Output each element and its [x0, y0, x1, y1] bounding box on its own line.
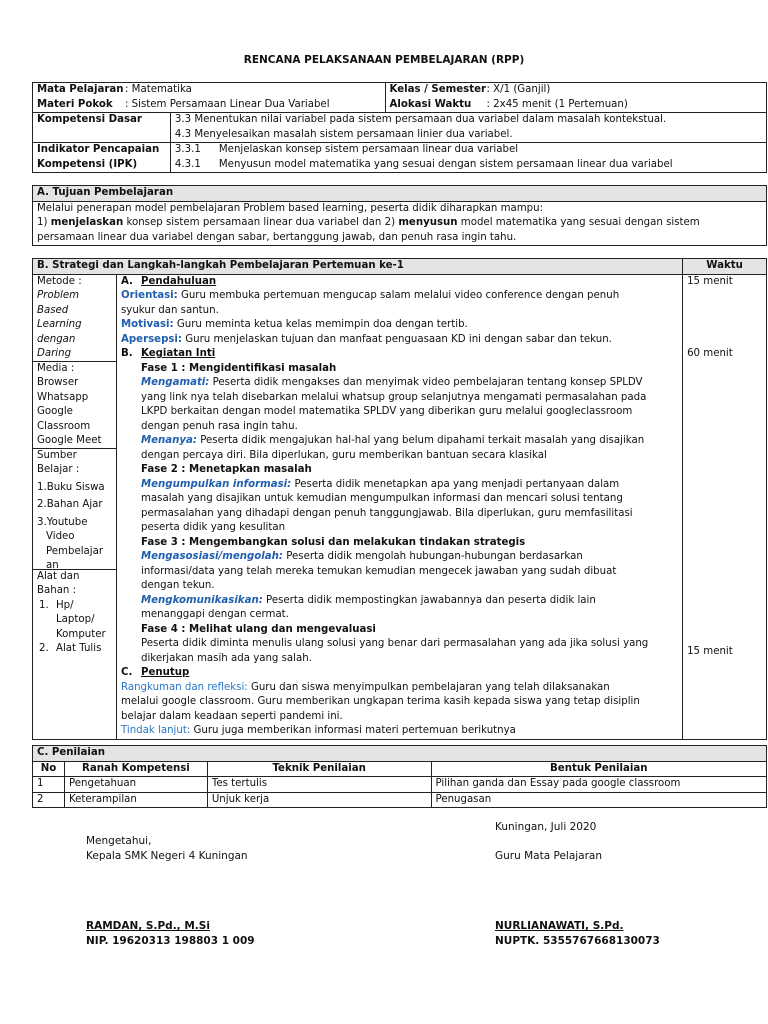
fase-1: Fase 1 : Mengidentifikasi masalah: [140, 362, 337, 374]
mengasosiasi-cont: dengan tekun.: [140, 580, 215, 591]
media-line: Whatsapp: [37, 391, 89, 403]
kepala-title: Kepala SMK Negeri 4 Kuningan: [86, 850, 248, 862]
alokasi-value: : 2x45 menit (1 Pertemuan): [486, 98, 628, 110]
tujuan-heading: A. Tujuan Pembelajaran: [33, 186, 767, 202]
col-bentuk: Bentuk Penilaian: [431, 761, 766, 777]
materi-label: Materi Pokok: [37, 98, 113, 110]
fase-4-text: Peserta didik diminta menulis ulang solusi yang benar dari permasalahan yang ada jika solusi yang: [140, 638, 649, 649]
rangkuman: Rangkuman dan refleksi: Guru dan siswa menyimpulkan pembelajaran yang telah dilaksanakan: [120, 681, 610, 693]
orientasi-cont: syukur dan santun.: [120, 304, 219, 316]
tujuan-content: [33, 201, 767, 246]
rangkuman-cont: belajar dalam keadaan seperti pandemi ini.: [120, 710, 343, 722]
kd-row: [33, 113, 767, 143]
media-line: Classroom: [37, 420, 91, 432]
mengumpulkan: Mengumpulkan informasi: Peserta didik menetapkan apa yang menjadi pertanyaan dalam: [140, 478, 620, 490]
kepala-name: RAMDAN, S.Pd., M.Si: [86, 920, 210, 932]
media-block: [33, 362, 116, 449]
mengamati-cont: yang link nya telah disebarkan melalui whatsup group selanjutnya mengamati permasalahan pada: [140, 391, 647, 403]
mengumpulkan-cont: permasalahan yang dihadapi dengan penuh tanggungjawab. Bila diperlukan, guru memfasilitasi: [140, 507, 633, 519]
tujuan-line-2: [37, 216, 762, 231]
strategi-table: [32, 258, 767, 740]
cell-bentuk: Penugasan: [431, 792, 766, 808]
alat-sub: Laptop/: [56, 614, 95, 625]
mengamati-cont: dengan penuh rasa ingin tahu.: [140, 420, 298, 432]
metode-line: Learning: [37, 319, 82, 330]
alat-label-2: Bahan :: [37, 585, 77, 596]
ipk-label-line-2: Kompetensi (IPK): [37, 158, 138, 170]
cell-no: 1: [33, 777, 65, 793]
table-row: [33, 792, 767, 808]
fase-3: Fase 3 : Mengembangkan solusi dan melakukan tindakan strategis: [140, 536, 526, 548]
media-line: Google Meet: [37, 435, 102, 446]
metode-lines: [37, 289, 112, 362]
alokasi-label: Alokasi Waktu: [389, 98, 472, 110]
media-line: Google: [37, 406, 73, 417]
side-column: [33, 274, 117, 739]
guru-title: Guru Mata Pelajaran: [495, 850, 603, 862]
sumber-sub: an: [46, 560, 59, 571]
mengamati: Mengamati: Peserta didik mengakses dan menyimak video pembelajaran tentang konsep SPLDV: [140, 377, 643, 388]
cell-no: 2: [33, 792, 65, 808]
mengkomunikasikan-cont: menanggapi dengan cermat.: [140, 609, 289, 620]
waktu-heading: Waktu: [683, 259, 767, 275]
section-a-heading: A. Pendahuluan: [120, 275, 217, 287]
tujuan-p2: konsep sistem persamaan linear dua variabel dan 2): [123, 217, 399, 228]
mapel-materi-cell: [33, 83, 386, 113]
penilaian-heading: C. Penilaian: [33, 746, 767, 762]
section-c-heading: C. Penutup: [120, 667, 190, 678]
cell-teknik: Unjuk kerja: [207, 792, 431, 808]
tujuan-line-1: Melalui penerapan model pembelajaran Problem based learning, peserta didik diharapkan mampu:: [37, 202, 544, 214]
metode-block: [33, 275, 116, 362]
tujuan-line-3: persamaan linear dua variabel dengan sabar, bertanggung jawab, dan penuh rasa ingin tahu.: [37, 231, 517, 243]
sumber-label-1: Sumber: [37, 449, 77, 461]
ipk-row: [33, 143, 767, 173]
alat-block: [33, 570, 116, 657]
cell-bentuk: Pilihan ganda dan Essay pada google classroom: [431, 777, 766, 793]
cell-teknik: Tes tertulis: [207, 777, 431, 793]
table-row: [33, 777, 767, 793]
guru-nuptk: NUPTK. 5355767668130073: [495, 935, 660, 947]
waktu-inti: 60 menit: [687, 347, 733, 359]
metode-line: Problem: [37, 290, 80, 301]
kd-content: [170, 113, 766, 143]
mengasosiasi: Mengasosiasi/mengolah: Peserta didik mengolah hubungan-hubungan berdasarkan: [140, 551, 583, 562]
metode-line: Daring: [37, 348, 72, 359]
tujuan-p1: 1): [37, 217, 51, 228]
col-ranah: Ranah Kompetensi: [64, 761, 207, 777]
mengumpulkan-cont: masalah yang disajikan untuk kemudian mengumpulkan informasi dan mencari solusi tentang: [140, 493, 623, 504]
ipk-1-no: 3.3.1: [174, 144, 201, 155]
ipk-content: [170, 143, 766, 173]
mengumpulkan-cont: peserta didik yang kesulitan: [140, 522, 286, 533]
motivasi: Motivasi: Guru meminta ketua kelas memimpin doa dengan tertib.: [120, 319, 468, 330]
kelas-alokasi-cell: [385, 83, 766, 113]
mengkomunikasikan: Mengkomunikasikan: Peserta didik mempostingkan jawabannya dan peserta didik lain: [140, 594, 596, 606]
ipk-label: [33, 143, 171, 173]
kd-item-1: 3.3 Menentukan nilai variabel pada sistem persamaan dua variabel dalam masalah kontekstual.: [174, 114, 667, 125]
cell-ranah: Pengetahuan: [64, 777, 207, 793]
tujuan-table: [32, 185, 767, 246]
waktu-column: [683, 274, 767, 739]
col-teknik: Teknik Penilaian: [207, 761, 431, 777]
metode-line: dengan: [37, 333, 76, 345]
sumber-item: 3.Youtube: [37, 516, 88, 528]
waktu-pendahuluan: 15 menit: [687, 275, 733, 287]
materi-value: : Sistem Persamaan Linear Dua Variabel: [125, 98, 330, 110]
rangkuman-cont: melalui google classroom. Guru memberikan ungkapan terima kasih kepada siswa yang tetap disiplin: [120, 696, 640, 707]
langkah-column: [116, 274, 682, 739]
place-date: Kuningan, Juli 2020: [495, 821, 597, 833]
tujuan-w2: menyusun: [398, 217, 458, 228]
cell-ranah: Keterampilan: [64, 792, 207, 808]
media-line: Browser: [37, 377, 79, 388]
fase-2: Fase 2 : Menetapkan masalah: [140, 464, 312, 475]
fase-4: Fase 4 : Melihat ulang dan mengevaluasi: [140, 623, 376, 635]
tujuan-w1: menjelaskan: [50, 217, 124, 228]
media-label: Media :: [37, 362, 75, 374]
penilaian-table: [32, 745, 767, 808]
kepala-nip: NIP. 19620313 198803 1 009: [86, 935, 255, 947]
ipk-label-line-1: Indikator Pencapaian: [37, 144, 160, 155]
guru-name: NURLIANAWATI, S.Pd.: [495, 920, 624, 932]
mengamati-cont: LKPD berkaitan dengan model matematika SPLDV yang diberikan guru melalui googleclassroom: [140, 406, 633, 417]
alat-item: 1. Hp/: [39, 599, 74, 611]
menanya: Menanya: Peserta didik mengajukan hal-hal yang belum dipahami terkait masalah yang disajikan: [140, 435, 645, 446]
mapel-label: Mata Pelajaran: [37, 84, 124, 95]
sumber-block: [33, 449, 116, 570]
waktu-penutup: 15 menit: [687, 645, 733, 657]
ipk-1-text: Menjelaskan konsep sistem persamaan linear dua variabel: [218, 144, 519, 155]
kd-item-2: 4.3 Menyelesaikan masalah sistem persamaan linier dua variabel.: [174, 128, 513, 140]
kelas-label: Kelas / Semester: [389, 84, 487, 95]
col-no: No: [33, 761, 65, 777]
identity-table: [32, 82, 767, 173]
alat-sub: Komputer: [56, 628, 106, 640]
fase-4-text: dikerjakan masih ada yang salah.: [140, 652, 312, 664]
mengasosiasi-cont: informasi/data yang telah mereka temukan kemudian mengecek jawaban yang sudah dibuat: [140, 565, 617, 577]
menanya-cont: dengan percaya diri. Bila diperlukan, guru memberikan bantuan secara klasikal: [140, 449, 547, 461]
orientasi: Orientasi: Guru membuka pertemuan mengucap salam melalui video conference dengan penuh: [120, 290, 620, 301]
sumber-sub: Pembelajar: [46, 545, 104, 557]
sumber-label-2: Belajar :: [37, 464, 80, 475]
metode-line: Based: [37, 304, 69, 316]
tujuan-p3: model matematika yang sesuai dengan sistem: [457, 217, 700, 228]
alat-label-1: Alat dan: [37, 570, 80, 582]
ipk-2-no: 4.3.1: [174, 158, 201, 170]
mapel-value: : Matematika: [125, 84, 192, 95]
sumber-item: 2.Bahan Ajar: [37, 499, 103, 510]
identity-row-top: [33, 83, 767, 113]
section-b-heading: B. Kegiatan Inti: [120, 348, 216, 359]
sumber-item: 1.Buku Siswa: [37, 481, 105, 493]
sumber-sub: Video: [46, 531, 75, 542]
kd-label: Kompetensi Dasar: [33, 113, 171, 143]
ipk-2-text: Menyusun model matematika yang sesuai dengan sistem persamaan linear dua variabel: [218, 158, 673, 170]
apersepsi: Apersepsi: Guru menjelaskan tujuan dan manfaat penguasaan KD ini dengan sabar dan tekun.: [120, 333, 612, 345]
metode-label: Metode :: [37, 275, 82, 287]
strategi-heading: B. Strategi dan Langkah-langkah Pembelajaran Pertemuan ke-1: [33, 259, 683, 275]
alat-item: 2. Alat Tulis: [39, 643, 102, 654]
mengetahui: Mengetahui,: [86, 835, 152, 847]
kelas-value: : X/1 (Ganjil): [486, 84, 551, 95]
tindak-lanjut: Tindak lanjut: Guru juga memberikan informasi materi pertemuan berikutnya: [120, 725, 516, 736]
page-title: RENCANA PELAKSANAAN PEMBELAJARAN (RPP): [243, 54, 525, 66]
